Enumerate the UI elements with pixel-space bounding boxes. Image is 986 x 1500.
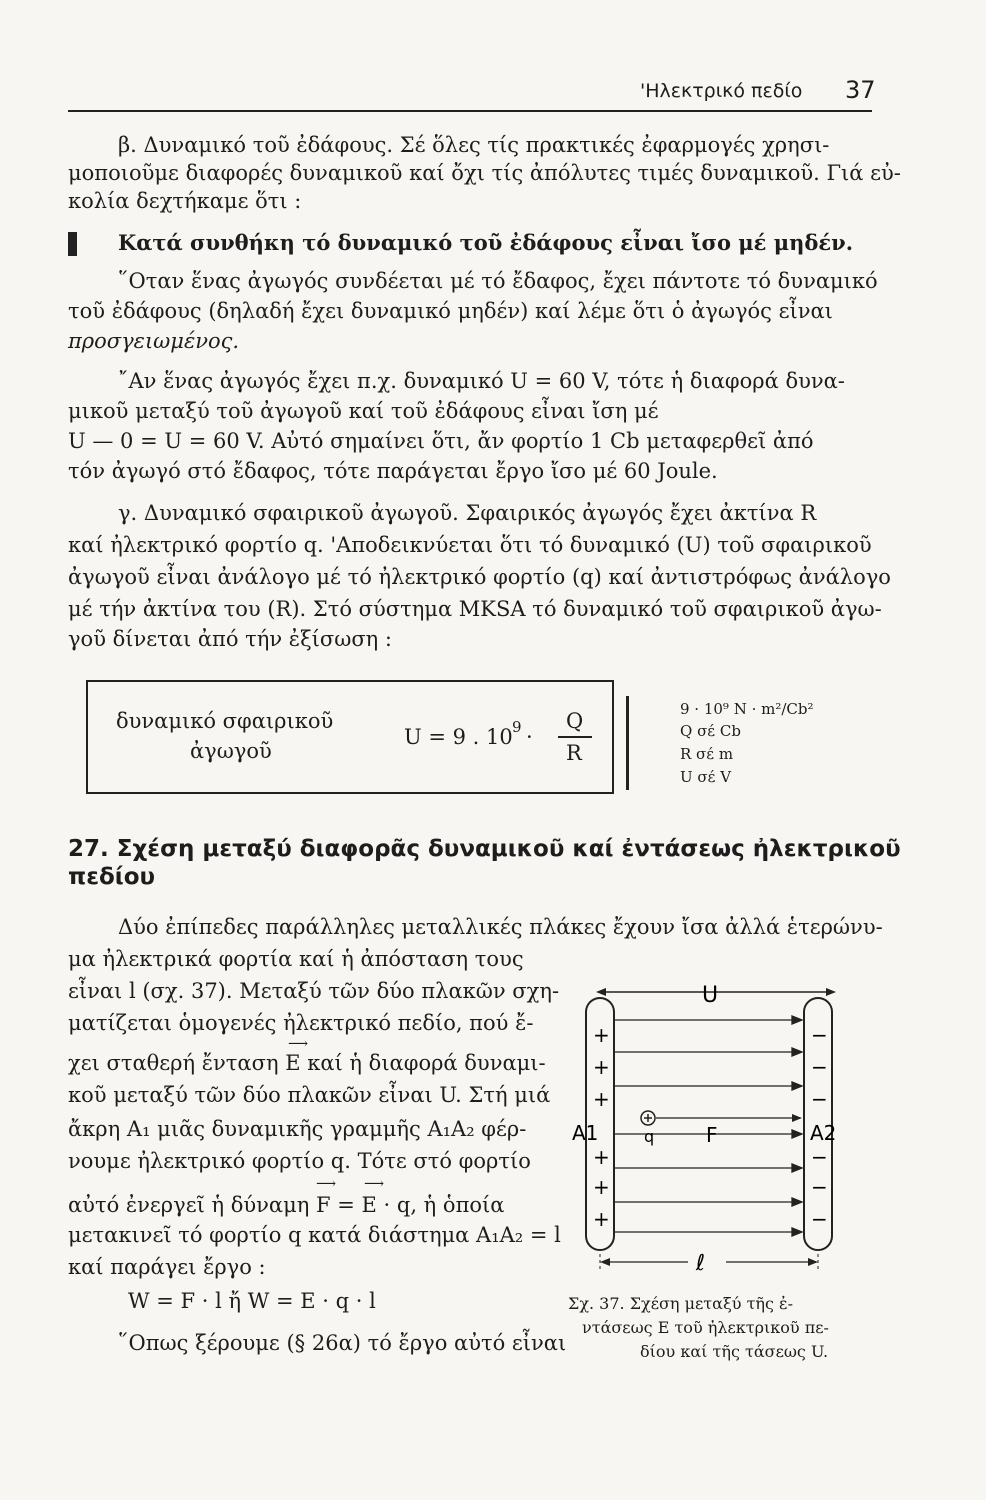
field-line-arrowhead [792, 1048, 802, 1056]
work-formula: W = F · l ἤ W = E · q · l [128, 1289, 376, 1313]
label-f: F [706, 1123, 718, 1147]
para3-line-1: ῎Αν ἕνας ἀγωγός ἔχει π.χ. δυναμικό U = 60 V, τότε ἡ διαφορά δυνα- [118, 369, 845, 393]
field-line-arrowhead [792, 1228, 802, 1236]
l-arrowhead-left [600, 1258, 610, 1266]
para2-line-1: ῞Οταν ἕνας ἀγωγός συνδέεται μέ τό ἔδαφος, ἔχει πάντοτε τό δυναμικό [118, 269, 878, 293]
section-b-line-3: κολία δεχτήκαμε ὅτι : [68, 189, 302, 213]
label-q: q [644, 1127, 655, 1146]
section-c-line-3: ἀγωγοῦ εἶναι ἀνάλογο μέ τό ἠλεκτρικό φορτίο (q) καί ἀντιστρόφως ἀνάλογο [68, 565, 891, 589]
figure-37 [566, 982, 876, 1272]
label-a2: A2 [810, 1121, 837, 1145]
plus-sign: + [593, 1087, 610, 1111]
units-line-1: 9 · 10⁹ N · m²/Cb² [680, 700, 814, 718]
plus-sign: + [593, 1175, 610, 1199]
formula-exponent: 9 [512, 718, 522, 736]
units-brace [626, 696, 629, 790]
plus-sign: + [593, 1055, 610, 1079]
s27-line-7: ἄκρη A₁ μιᾶς δυναμικῆς γραμμῆς A₁A₂ φέρ- [68, 1117, 527, 1141]
minus-sign: − [811, 1087, 828, 1111]
field-line-arrowhead [792, 1130, 802, 1138]
section-27-heading: 27. Σχέση μεταξύ διαφορᾶς δυναμικοῦ καί ἐντάσεως ἠλεκτρικοῦ [68, 836, 901, 862]
formula-dot: · [526, 725, 533, 749]
units-line-3: R σέ m [680, 745, 734, 763]
section-c-line-5: γοῦ δίνεται ἀπό τήν ἐξίσωση : [68, 627, 393, 651]
convention-statement: Κατά συνθήκη τό δυναμικό τοῦ ἐδάφους εἶναι ἴσο μέ μηδέν. [118, 230, 854, 255]
vector-arrow-f: ⟶ [316, 1176, 337, 1192]
formula-label-line-1: δυναμικό σφαιρικοῦ [116, 709, 334, 733]
para2-line-2: τοῦ ἐδάφους (δηλαδή ἔχει δυναμικό μηδέν) καί λέμε ὅτι ὁ ἀγωγός εἶναι [68, 299, 833, 323]
plus-sign: + [593, 1207, 610, 1231]
section-b-line-2: μοποιοῦμε διαφορές δυναμικοῦ καί ὄχι τίς ἀπόλυτες τιμές δυναμικοῦ. Γιά εὐ- [68, 161, 901, 185]
u-arrowhead-right [826, 988, 836, 996]
s27-line-4: ματίζεται ὁμογενές ἠλεκτρικό πεδίο, πού ἔ- [68, 1011, 534, 1035]
section-c-line-1: γ. Δυναμικό σφαιρικοῦ ἀγωγοῦ. Σφαιρικός ἀγωγός ἔχει ἀκτίνα R [118, 501, 817, 525]
minus-sign: − [811, 1023, 828, 1047]
para3-line-4: τόν ἀγωγό στό ἔδαφος, τότε παράγεται ἔργο ἴσο μέ 60 Joule. [68, 459, 718, 483]
s27-last-line: ῞Οπως ξέρουμε (§ 26α) τό ἔργο αὐτό εἶναι [118, 1331, 567, 1355]
section-b-line-1: β. Δυναμικό τοῦ ἐδάφους. Σέ ὅλες τίς πρακτικές ἐφαρμογές χρησι- [118, 133, 830, 157]
para3-line-2: μικοῦ μεταξύ τοῦ ἀγωγοῦ καί τοῦ ἐδάφους εἶναι ἴση μέ [68, 399, 659, 423]
plus-sign: + [593, 1023, 610, 1047]
figure-caption-line-1: Σχ. 37. Σχέση μεταξύ τῆς ἐ- [568, 1294, 794, 1313]
minus-sign: − [811, 1055, 828, 1079]
figure-caption-line-3: δίου καί τῆς τάσεως U. [640, 1342, 829, 1361]
s27-line-8: νουμε ἠλεκτρικό φορτίο q. Τότε στό φορτίο [68, 1149, 531, 1173]
u-label: U [702, 983, 719, 1008]
units-line-4: U σέ V [680, 768, 732, 786]
running-header-title: 'Ηλεκτρικό πεδίο [640, 80, 803, 102]
l-arrowhead-right [808, 1258, 818, 1266]
u-arrowhead-left [596, 988, 606, 996]
convention-marker [68, 232, 77, 256]
header-rule [68, 110, 872, 112]
para2-line-3: προσγειωμένος. [68, 329, 240, 353]
s27-line-6: κοῦ μεταξύ τῶν δύο πλακῶν εἶναι U. Στή μιά [68, 1083, 551, 1107]
section-c-line-4: μέ τήν ἀκτίνα του (R). Στό σύστημα MKSA τό δυναμικό τοῦ σφαιρικοῦ ἀγω- [68, 597, 882, 621]
s27-line-10: μετακινεῖ τό φορτίο q κατά διάστημα A₁A₂ = l [68, 1223, 561, 1247]
s27-line-3: εἶναι l (σχ. 37). Μεταξύ τῶν δύο πλακῶν σχη- [68, 979, 560, 1003]
label-l: ℓ [696, 1251, 706, 1272]
s27-line-11: καί παράγει ἔργο : [68, 1255, 266, 1279]
field-line-arrowhead [792, 1082, 802, 1090]
vector-arrow-e2: ⟶ [364, 1176, 385, 1192]
figure-caption-line-2: ντάσεως E τοῦ ἠλεκτρικοῦ πε- [582, 1318, 829, 1337]
formula-label-line-2: ἀγωγοῦ [190, 739, 272, 763]
page-number: 37 [845, 76, 876, 104]
vector-arrow-e: ⟶ [288, 1036, 309, 1052]
fraction-bar [558, 736, 592, 738]
s27-line-2: μα ἠλεκτρικά φορτία καί ἡ ἀπόσταση τους [68, 947, 524, 971]
minus-sign: − [811, 1145, 828, 1169]
s27-line-1: Δύο ἐπίπεδες παράλληλες μεταλλικές πλάκες ἔχουν ἴσα ἀλλά ἑτερώνυ- [118, 915, 883, 939]
label-a1: A1 [572, 1121, 599, 1145]
units-line-2: Q σέ Cb [680, 722, 741, 740]
para3-line-3: U — 0 = U = 60 V. Αὐτό σημαίνει ὅτι, ἄν φορτίο 1 Cb μεταφερθεῖ ἀπό [68, 429, 814, 453]
section-c-line-2: καί ἠλεκτρικό φορτίο q. 'Αποδεικνύεται ὅτι τό δυναμικό (U) τοῦ σφαιρικοῦ [68, 533, 872, 557]
formula-denominator: R [566, 741, 582, 765]
minus-sign: − [811, 1175, 828, 1199]
section-27-heading-2: πεδίου [68, 864, 156, 890]
minus-sign: − [811, 1207, 828, 1231]
field-line-arrowhead [792, 1198, 802, 1206]
formula-numerator: Q [566, 709, 584, 733]
s27-line-9: αὐτό ἐνεργεῖ ἡ δύναμη F = E · q, ἡ ὁποία [68, 1193, 505, 1217]
field-line-arrowhead [792, 1164, 802, 1172]
s27-line-5: χει σταθερή ἔνταση E καί ἡ διαφορά δυναμι- [68, 1051, 546, 1075]
field-line-arrowhead [792, 1016, 802, 1024]
formula-lhs: U = 9 . 10 [404, 725, 513, 749]
formula-box [86, 680, 614, 794]
plus-sign: + [593, 1145, 610, 1169]
force-arrowhead [792, 1114, 802, 1122]
